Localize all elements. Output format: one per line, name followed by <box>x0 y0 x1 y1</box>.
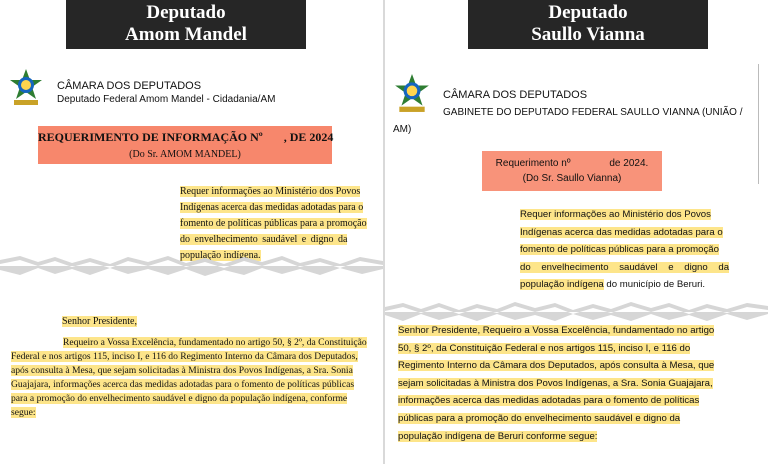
right-request-title-box <box>482 151 662 191</box>
right-document-panel <box>385 0 768 464</box>
left-request-title: REQUERIMENTO DE INFORMAÇÃO Nº , DE 2024 <box>38 130 334 144</box>
right-institution: CÂMARA DOS DEPUTADOS <box>443 89 588 101</box>
right-deputy-label-line2: Saullo Vianna <box>531 24 645 45</box>
right-body-line: população indígena de Beruri conforme segue: <box>398 430 598 442</box>
right-ementa-line-rest: do município de Beruri. <box>603 279 706 290</box>
right-body <box>398 322 758 445</box>
left-request-author: (Do Sr. AMOM MANDEL) <box>129 149 241 160</box>
left-body-line: Federal e nos artigos 115, inciso I, e 116 do Regimento Interno da Câmara dos Deputados, <box>11 351 358 362</box>
right-ementa-line: Requer informações ao Ministério dos Povos <box>520 209 711 220</box>
right-ementa-line: fomento de políticas públicas para a promoção <box>520 244 719 255</box>
left-salutation <box>62 316 137 327</box>
left-body <box>11 336 377 420</box>
left-office: Deputado Federal Amom Mandel - Cidadania/AM <box>57 94 276 105</box>
right-ementa-line: Indígenas acerca das medidas adotadas para o <box>520 226 723 238</box>
right-margin-stamp <box>758 64 767 184</box>
right-body-line: informações acerca das medidas adotadas para o fomento de políticas <box>398 395 700 407</box>
right-request-title: Requerimento nº de 2024. <box>495 158 649 169</box>
left-body-line: Requeiro a Vossa Excelência, fundamentado no artigo 50, § 2º, da Constituição <box>63 337 367 348</box>
brazil-coat-of-arms-icon <box>393 72 431 116</box>
right-body-line: Senhor Presidente, Requeiro a Vossa Excelência, fundamentado no artigo <box>398 325 715 336</box>
left-body-line: após consulta à Mesa, que sejam solicitadas à Ministra dos Povos Indígenas, a Sra. Sonia <box>11 365 353 376</box>
right-ementa-line: do envelhecimento saudável e digno da <box>520 261 730 273</box>
left-institution: CÂMARA DOS DEPUTADOS <box>57 80 202 92</box>
left-body-line: para a promoção do envelhecimento saudável e digno da população indígena, conforme <box>11 393 348 404</box>
left-deputy-label <box>66 0 306 49</box>
left-ementa-line: população indígena. <box>180 250 261 261</box>
right-ementa-line-highlight: população indígena <box>520 279 604 290</box>
right-ementa <box>520 206 760 294</box>
right-deputy-label-line1: Deputado <box>548 2 628 23</box>
left-ementa-line: Requer informações ao Ministério dos Povos <box>180 186 361 197</box>
left-ementa-line: fomento de políticas públicas para a promoção <box>180 218 367 229</box>
left-body-line: segue: <box>11 407 36 418</box>
left-ementa-line: Indígenas acerca das medidas adotadas para o <box>180 202 364 213</box>
right-office-line1: GABINETE DO DEPUTADO FEDERAL SAULLO VIANNA (UNIÃO / <box>443 107 743 118</box>
right-body-line: Regimento Interno da Câmara dos Deputados, após consulta à Mesa, que <box>398 360 715 372</box>
right-deputy-label <box>468 0 708 49</box>
right-body-line: 50, § 2º, da Constituição Federal e nos artigos 115, inciso I, e 116 do <box>398 342 691 354</box>
left-document-panel <box>0 0 383 464</box>
left-ementa-line: do envelhecimento saudável e digno da <box>180 234 348 245</box>
left-torn-edge <box>0 252 383 278</box>
left-salutation-text: Senhor Presidente, <box>62 316 137 327</box>
left-body-line: Guajajara, informações acerca das medidas adotadas para o fomento de políticas públicas <box>11 379 355 390</box>
right-office-line2: AM) <box>393 124 412 135</box>
left-deputy-label-line2: Amom Mandel <box>125 24 247 45</box>
left-deputy-label-line1: Deputado <box>146 2 226 23</box>
left-request-title-box <box>38 126 332 164</box>
right-torn-edge <box>385 298 768 324</box>
right-request-author: (Do Sr. Saullo Vianna) <box>522 173 622 184</box>
brazil-coat-of-arms-icon <box>8 68 44 108</box>
right-body-line: sejam solicitadas à Ministra dos Povos Indígenas, a Sra. Sonia Guajajara, <box>398 377 713 389</box>
right-body-line: públicas para a promoção do envelhecimento saudável e digno da <box>398 412 681 424</box>
